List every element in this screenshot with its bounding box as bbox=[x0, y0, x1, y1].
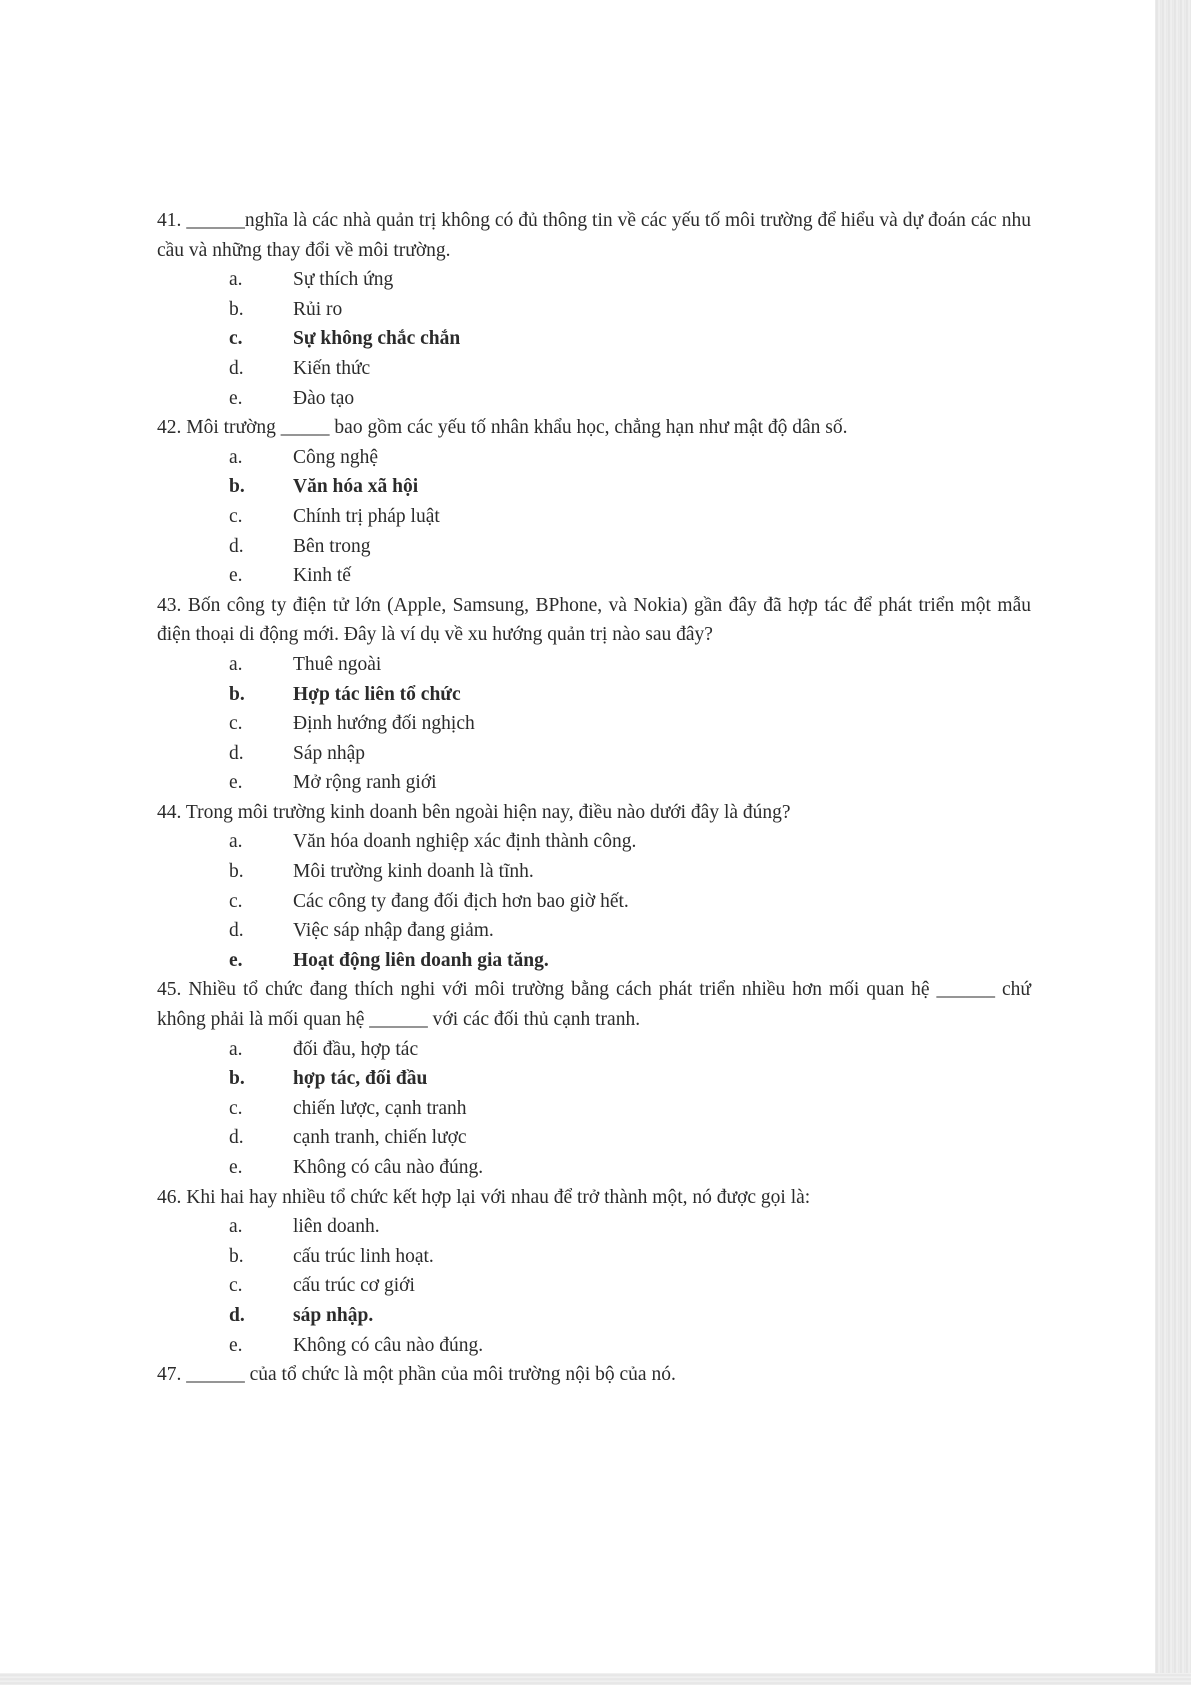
option-a bbox=[157, 827, 1031, 857]
option-e bbox=[157, 1153, 1031, 1183]
option-a bbox=[157, 443, 1031, 473]
question-list bbox=[157, 206, 1031, 1390]
option-d bbox=[157, 739, 1031, 769]
option-letter: d. bbox=[229, 920, 244, 942]
option-letter: b. bbox=[229, 683, 245, 705]
option-text: Kiến thức bbox=[293, 357, 371, 379]
option-letter: c. bbox=[229, 713, 243, 735]
option-b-correct bbox=[157, 680, 1031, 710]
option-a bbox=[157, 1212, 1031, 1242]
option-letter: c. bbox=[229, 1275, 243, 1297]
option-e bbox=[157, 561, 1031, 591]
option-e bbox=[157, 384, 1031, 414]
option-text: cạnh tranh, chiến lược bbox=[293, 1127, 467, 1149]
option-letter: b. bbox=[229, 476, 245, 498]
option-c bbox=[157, 709, 1031, 739]
option-text: Các công ty đang đối địch hơn bao giờ hết. bbox=[293, 890, 629, 912]
option-letter: e. bbox=[229, 387, 243, 409]
scan-bottom-edge bbox=[0, 1673, 1191, 1685]
option-letter: b. bbox=[229, 1245, 244, 1267]
question-42 bbox=[157, 413, 1031, 591]
option-text: Thuê ngoài bbox=[293, 653, 382, 675]
option-e-correct bbox=[157, 946, 1031, 976]
option-b-correct bbox=[157, 472, 1031, 502]
question-43 bbox=[157, 591, 1031, 798]
option-e bbox=[157, 768, 1031, 798]
question-text: 44. Trong môi trường kinh doanh bên ngoài hiện nay, điều nào dưới đây là đúng? bbox=[157, 801, 791, 823]
option-d bbox=[157, 354, 1031, 384]
option-d-correct bbox=[157, 1301, 1031, 1331]
option-c bbox=[157, 1094, 1031, 1124]
option-letter: a. bbox=[229, 269, 243, 291]
option-c bbox=[157, 1271, 1031, 1301]
question-44 bbox=[157, 798, 1031, 976]
option-text: Văn hóa xã hội bbox=[293, 476, 419, 498]
option-letter: d. bbox=[229, 535, 244, 557]
option-letter: a. bbox=[229, 1038, 243, 1060]
option-text: liên doanh. bbox=[293, 1216, 380, 1238]
question-text: 46. Khi hai hay nhiều tổ chức kết hợp lại với nhau để trở thành một, nó được gọi là: bbox=[157, 1186, 811, 1208]
option-text: Sáp nhập bbox=[293, 742, 366, 764]
option-letter: a. bbox=[229, 1216, 243, 1238]
option-letter: b. bbox=[229, 298, 244, 320]
option-d bbox=[157, 1123, 1031, 1153]
option-c bbox=[157, 502, 1031, 532]
option-text: Mở rộng ranh giới bbox=[293, 772, 437, 794]
option-b-correct bbox=[157, 1064, 1031, 1094]
option-text: Không có câu nào đúng. bbox=[293, 1157, 484, 1178]
option-text: Bên trong bbox=[293, 535, 371, 557]
option-letter: c. bbox=[229, 1097, 243, 1119]
option-text: đối đầu, hợp tác bbox=[293, 1038, 419, 1060]
option-letter: e. bbox=[229, 1157, 243, 1178]
option-d bbox=[157, 916, 1031, 946]
option-letter: d. bbox=[229, 357, 244, 379]
option-letter: e. bbox=[229, 772, 243, 794]
option-letter: a. bbox=[229, 831, 243, 853]
option-c-correct bbox=[157, 324, 1031, 354]
option-text: Chính trị pháp luật bbox=[293, 505, 440, 527]
option-text: sáp nhập. bbox=[293, 1304, 374, 1326]
question-text: 42. Môi trường _____ bao gồm các yếu tố nhân khẩu học, chẳng hạn như mật độ dân số. bbox=[157, 417, 848, 439]
option-text: Môi trường kinh doanh là tĩnh. bbox=[293, 861, 534, 883]
option-a bbox=[157, 1035, 1031, 1065]
question-text: 47. ______ của tổ chức là một phần của môi trường nội bộ của nó. bbox=[157, 1364, 676, 1386]
option-text: chiến lược, cạnh tranh bbox=[293, 1097, 467, 1119]
option-text: Việc sáp nhập đang giảm. bbox=[293, 920, 494, 942]
option-a bbox=[157, 265, 1031, 295]
option-text: Công nghệ bbox=[293, 446, 379, 468]
option-text: Hoạt động liên doanh gia tăng. bbox=[293, 949, 549, 971]
option-text: Rủi ro bbox=[293, 298, 343, 320]
option-letter: d. bbox=[229, 1127, 244, 1149]
question-text: 45. Nhiều tổ chức đang thích nghi với môi trường bằng cách phát triển nhiều hơn mối quan hệ ______ chứ không phải là mối quan hệ ______ với các đối thủ cạnh tranh. bbox=[157, 979, 1031, 1031]
question-46 bbox=[157, 1183, 1031, 1361]
option-letter: d. bbox=[229, 742, 244, 764]
option-text: Sự thích ứng bbox=[293, 269, 394, 291]
question-text: 41. ______nghĩa là các nhà quản trị không có đủ thông tin về các yếu tố môi trường để hiểu và dự đoán các nhu cầu và những thay đổi về môi trường. bbox=[157, 210, 1031, 261]
option-letter: e. bbox=[229, 1334, 243, 1356]
option-letter: c. bbox=[229, 890, 243, 912]
option-text: cấu trúc cơ giới bbox=[293, 1275, 415, 1297]
option-letter: a. bbox=[229, 446, 243, 468]
question-text: 43. Bốn công ty điện tử lớn (Apple, Samsung, BPhone, và Nokia) gần đây đã hợp tác để phát triển một mẫu điện thoại di động mới. Đây là ví dụ về xu hướng quản trị nào sau đây? bbox=[157, 594, 1031, 646]
option-letter: e. bbox=[229, 565, 243, 587]
question-47 bbox=[157, 1360, 1031, 1390]
option-letter: d. bbox=[229, 1304, 245, 1326]
option-letter: b. bbox=[229, 1068, 245, 1090]
option-text: Không có câu nào đúng. bbox=[293, 1334, 484, 1356]
scan-edge-shadow bbox=[1155, 0, 1191, 1685]
option-text: Văn hóa doanh nghiệp xác định thành công. bbox=[293, 831, 637, 853]
option-text: cấu trúc linh hoạt. bbox=[293, 1245, 434, 1267]
option-d bbox=[157, 532, 1031, 562]
option-b bbox=[157, 857, 1031, 887]
option-text: Đào tạo bbox=[293, 387, 355, 409]
option-letter: a. bbox=[229, 653, 243, 675]
option-letter: c. bbox=[229, 505, 243, 527]
option-b bbox=[157, 295, 1031, 325]
option-a bbox=[157, 650, 1031, 680]
question-45 bbox=[157, 975, 1031, 1182]
option-b bbox=[157, 1242, 1031, 1272]
option-text: Hợp tác liên tổ chức bbox=[293, 683, 461, 705]
option-letter: e. bbox=[229, 949, 243, 971]
option-text: Kinh tế bbox=[293, 565, 351, 587]
option-letter: b. bbox=[229, 861, 244, 883]
option-text: Định hướng đối nghịch bbox=[293, 713, 475, 735]
option-e bbox=[157, 1331, 1031, 1361]
option-letter: c. bbox=[229, 328, 243, 350]
option-text: hợp tác, đối đầu bbox=[293, 1068, 428, 1090]
option-text: Sự không chắc chắn bbox=[293, 328, 461, 350]
question-41 bbox=[157, 206, 1031, 413]
option-c bbox=[157, 887, 1031, 917]
